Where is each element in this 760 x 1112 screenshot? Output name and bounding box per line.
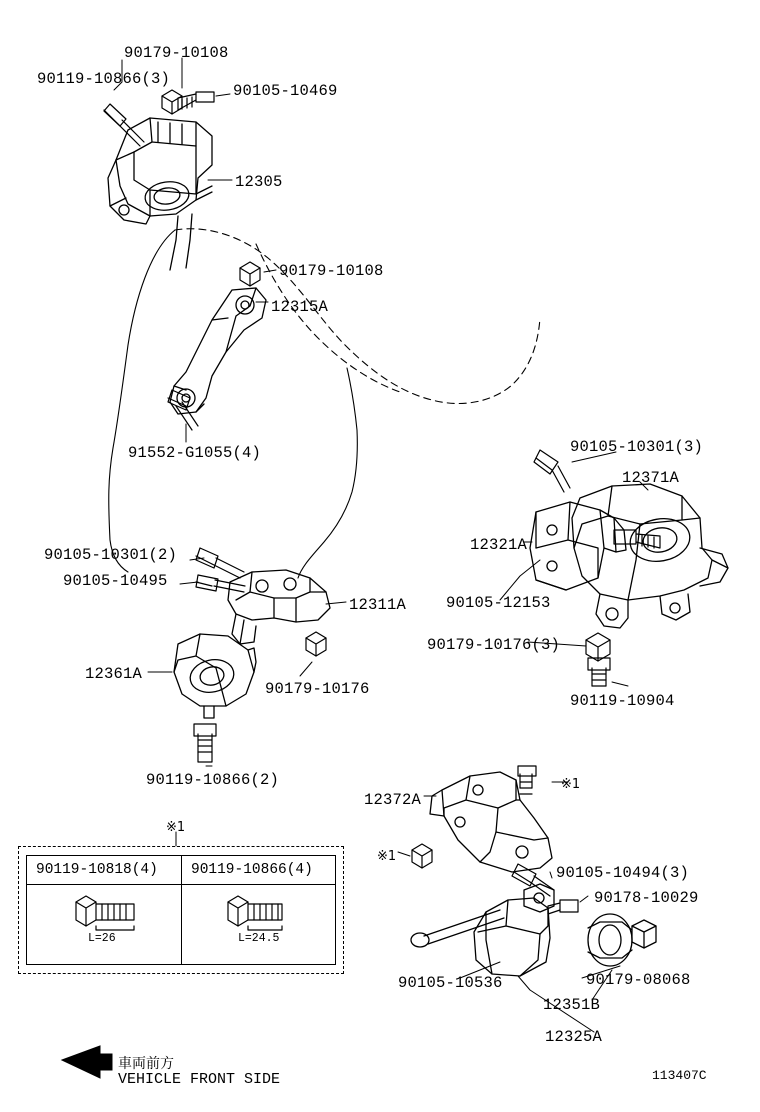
part-label-90119-10866-3: 90119-10866(3) xyxy=(37,70,171,88)
inset-column-divider xyxy=(181,856,182,964)
part-label-90179-10176-3: 90179-10176(3) xyxy=(427,636,561,654)
part-label-90119-10904: 90119-10904 xyxy=(570,692,675,710)
part-label-12351B: 12351B xyxy=(543,996,601,1014)
inset-length-right: L=24.5 xyxy=(238,932,280,945)
part-label-90179-10176: 90179-10176 xyxy=(265,680,370,698)
part-label-91552-G1055-4: 91552-G1055(4) xyxy=(128,444,262,462)
star-mark-12372-left: ※1 xyxy=(377,849,397,864)
part-label-12311A: 12311A xyxy=(349,596,407,614)
vehicle-front-label-jp: 車両前方 xyxy=(118,1056,174,1072)
part-label-12361A: 12361A xyxy=(85,665,143,683)
part-label-12371A: 12371A xyxy=(622,469,680,487)
star-mark-12372-right: ※1 xyxy=(561,777,581,792)
inset-header-rule xyxy=(27,884,335,885)
part-label-90105-10469: 90105-10469 xyxy=(233,82,338,100)
star-mark-inset: ※1 xyxy=(166,820,186,835)
part-label-90179-10108-mid: 90179-10108 xyxy=(279,262,384,280)
part-label-90105-12153: 90105-12153 xyxy=(446,594,551,612)
part-label-90119-10866-2: 90119-10866(2) xyxy=(146,771,280,789)
part-label-12315A: 12315A xyxy=(271,298,329,316)
part-label-12325A: 12325A xyxy=(545,1028,603,1046)
part-label-90105-10301-3: 90105-10301(3) xyxy=(570,438,704,456)
part-label-90179-08068: 90179-08068 xyxy=(586,971,691,989)
diagram-corner-code: 113407C xyxy=(652,1068,707,1083)
part-label-90105-10536: 90105-10536 xyxy=(398,974,503,992)
vehicle-front-label-en: VEHICLE FRONT SIDE xyxy=(118,1071,281,1088)
part-label-12321A: 12321A xyxy=(470,536,528,554)
part-label-90179-10108-top: 90179-10108 xyxy=(124,44,229,62)
part-label-90105-10301-2: 90105-10301(2) xyxy=(44,546,178,564)
part-label-12305: 12305 xyxy=(235,173,283,191)
inset-header-right: 90119-10866(4) xyxy=(191,862,313,878)
part-label-90178-10029: 90178-10029 xyxy=(594,889,699,907)
part-label-90105-10494-3: 90105-10494(3) xyxy=(556,864,690,882)
inset-header-left: 90119-10818(4) xyxy=(36,862,158,878)
inset-length-left: L=26 xyxy=(88,932,116,945)
part-label-12372A: 12372A xyxy=(364,791,422,809)
part-label-90105-10495: 90105-10495 xyxy=(63,572,168,590)
